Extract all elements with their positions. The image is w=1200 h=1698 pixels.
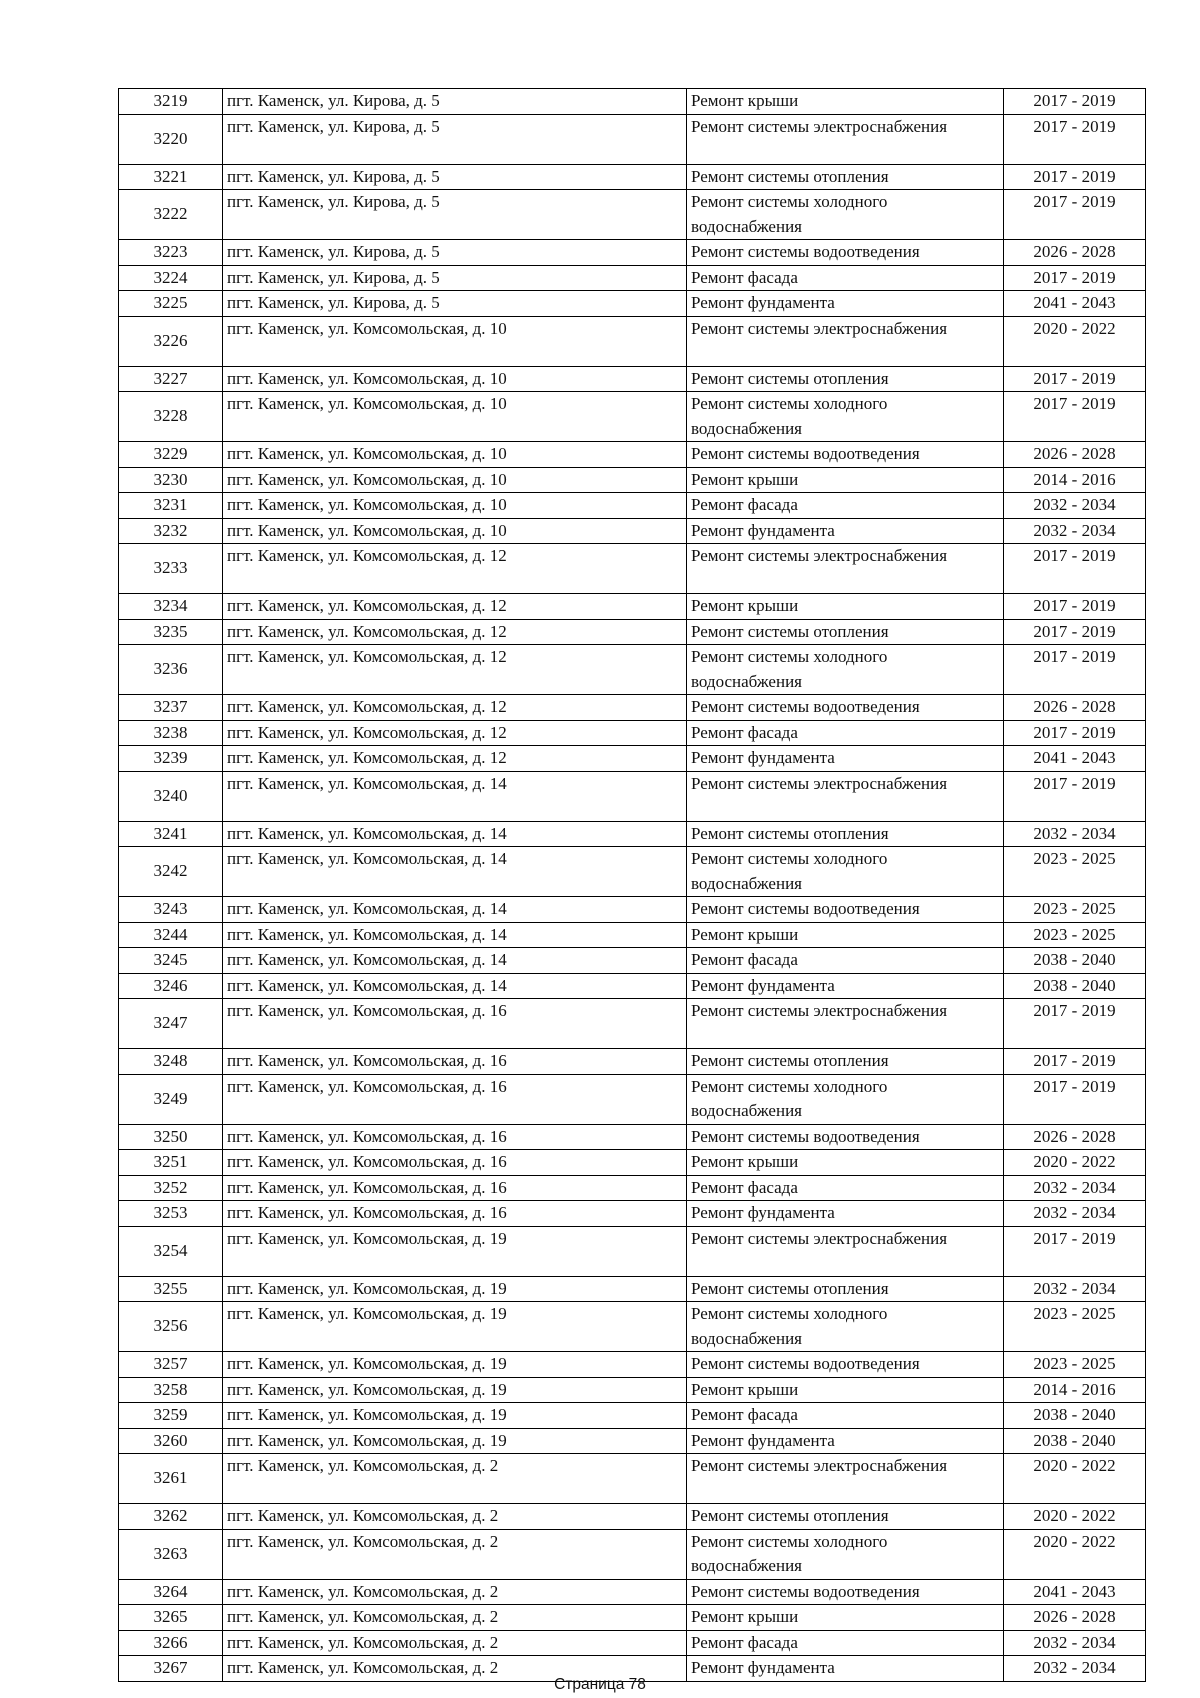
work-type-cell: Ремонт системы отопления (687, 164, 1004, 190)
address-cell: пгт. Каменск, ул. Комсомольская, д. 14 (223, 948, 687, 974)
table-row (119, 1124, 1146, 1150)
table-row (119, 999, 1146, 1049)
period-cell: 2026 - 2028 (1004, 1605, 1146, 1631)
address-cell: пгт. Каменск, ул. Комсомольская, д. 2 (223, 1529, 687, 1579)
row-number-cell: 3220 (119, 114, 223, 164)
row-number-cell: 3237 (119, 695, 223, 721)
address-cell: пгт. Каменск, ул. Комсомольская, д. 12 (223, 594, 687, 620)
period-cell: 2032 - 2034 (1004, 1276, 1146, 1302)
address-cell: пгт. Каменск, ул. Комсомольская, д. 12 (223, 645, 687, 695)
work-type-cell: Ремонт крыши (687, 1150, 1004, 1176)
work-type-cell: Ремонт фундамента (687, 291, 1004, 317)
period-cell: 2026 - 2028 (1004, 695, 1146, 721)
table-row (119, 1605, 1146, 1631)
period-cell: 2017 - 2019 (1004, 89, 1146, 115)
row-number-cell: 3250 (119, 1124, 223, 1150)
period-cell: 2032 - 2034 (1004, 1175, 1146, 1201)
row-number-cell: 3247 (119, 999, 223, 1049)
page-footer (0, 1676, 1200, 1694)
address-cell: пгт. Каменск, ул. Комсомольская, д. 12 (223, 695, 687, 721)
period-cell: 2017 - 2019 (1004, 999, 1146, 1049)
period-cell: 2023 - 2025 (1004, 847, 1146, 897)
row-number-cell: 3251 (119, 1150, 223, 1176)
work-type-cell: Ремонт системы холодного водоснабжения (687, 1302, 1004, 1352)
row-number-cell: 3229 (119, 442, 223, 468)
work-type-cell: Ремонт системы холодного водоснабжения (687, 645, 1004, 695)
row-number-cell: 3224 (119, 265, 223, 291)
work-type-cell: Ремонт фундамента (687, 518, 1004, 544)
table-row (119, 366, 1146, 392)
address-cell: пгт. Каменск, ул. Комсомольская, д. 10 (223, 366, 687, 392)
address-cell: пгт. Каменск, ул. Комсомольская, д. 16 (223, 1124, 687, 1150)
work-type-cell: Ремонт системы водоотведения (687, 897, 1004, 923)
work-type-cell: Ремонт системы отопления (687, 821, 1004, 847)
period-cell: 2017 - 2019 (1004, 114, 1146, 164)
work-type-cell: Ремонт фасада (687, 720, 1004, 746)
table-row (119, 544, 1146, 594)
address-cell: пгт. Каменск, ул. Комсомольская, д. 12 (223, 746, 687, 772)
period-cell: 2023 - 2025 (1004, 1352, 1146, 1378)
row-number-cell: 3227 (119, 366, 223, 392)
period-cell: 2017 - 2019 (1004, 544, 1146, 594)
period-cell: 2026 - 2028 (1004, 442, 1146, 468)
address-cell: пгт. Каменск, ул. Комсомольская, д. 2 (223, 1630, 687, 1656)
period-cell: 2017 - 2019 (1004, 1226, 1146, 1276)
period-cell: 2017 - 2019 (1004, 720, 1146, 746)
table-row (119, 190, 1146, 240)
work-type-cell: Ремонт фасада (687, 265, 1004, 291)
table-row (119, 594, 1146, 620)
period-cell: 2020 - 2022 (1004, 316, 1146, 366)
work-type-cell: Ремонт крыши (687, 89, 1004, 115)
address-cell: пгт. Каменск, ул. Кирова, д. 5 (223, 291, 687, 317)
table-row (119, 1302, 1146, 1352)
work-type-cell: Ремонт системы холодного водоснабжения (687, 847, 1004, 897)
table-row (119, 1403, 1146, 1429)
work-type-cell: Ремонт системы отопления (687, 1276, 1004, 1302)
address-cell: пгт. Каменск, ул. Комсомольская, д. 2 (223, 1454, 687, 1504)
work-type-cell: Ремонт фундамента (687, 1201, 1004, 1227)
period-cell: 2014 - 2016 (1004, 1377, 1146, 1403)
row-number-cell: 3252 (119, 1175, 223, 1201)
row-number-cell: 3236 (119, 645, 223, 695)
period-cell: 2038 - 2040 (1004, 973, 1146, 999)
address-cell: пгт. Каменск, ул. Комсомольская, д. 19 (223, 1428, 687, 1454)
row-number-cell: 3260 (119, 1428, 223, 1454)
table-row (119, 114, 1146, 164)
table-row (119, 720, 1146, 746)
table-row (119, 1276, 1146, 1302)
table-row (119, 973, 1146, 999)
table-row (119, 619, 1146, 645)
period-cell: 2032 - 2034 (1004, 821, 1146, 847)
work-type-cell: Ремонт системы водоотведения (687, 1352, 1004, 1378)
address-cell: пгт. Каменск, ул. Кирова, д. 5 (223, 265, 687, 291)
table-row (119, 518, 1146, 544)
work-type-cell: Ремонт системы холодного водоснабжения (687, 1529, 1004, 1579)
work-type-cell: Ремонт фундамента (687, 746, 1004, 772)
table-row (119, 316, 1146, 366)
table-row (119, 746, 1146, 772)
address-cell: пгт. Каменск, ул. Комсомольская, д. 14 (223, 771, 687, 821)
work-type-cell: Ремонт системы электроснабжения (687, 1226, 1004, 1276)
period-cell: 2017 - 2019 (1004, 1049, 1146, 1075)
work-type-cell: Ремонт фундамента (687, 1656, 1004, 1682)
table-row (119, 1428, 1146, 1454)
table-row (119, 645, 1146, 695)
row-number-cell: 3259 (119, 1403, 223, 1429)
row-number-cell: 3242 (119, 847, 223, 897)
work-type-cell: Ремонт фасада (687, 1175, 1004, 1201)
row-number-cell: 3244 (119, 922, 223, 948)
table-row (119, 1049, 1146, 1075)
table-row (119, 821, 1146, 847)
address-cell: пгт. Каменск, ул. Комсомольская, д. 10 (223, 392, 687, 442)
address-cell: пгт. Каменск, ул. Комсомольская, д. 2 (223, 1504, 687, 1530)
row-number-cell: 3266 (119, 1630, 223, 1656)
row-number-cell: 3248 (119, 1049, 223, 1075)
address-cell: пгт. Каменск, ул. Кирова, д. 5 (223, 89, 687, 115)
table-row (119, 1630, 1146, 1656)
row-number-cell: 3262 (119, 1504, 223, 1530)
table-row (119, 265, 1146, 291)
row-number-cell: 3231 (119, 493, 223, 519)
work-type-cell: Ремонт крыши (687, 1377, 1004, 1403)
address-cell: пгт. Каменск, ул. Комсомольская, д. 16 (223, 1201, 687, 1227)
address-cell: пгт. Каменск, ул. Комсомольская, д. 16 (223, 999, 687, 1049)
address-cell: пгт. Каменск, ул. Комсомольская, д. 2 (223, 1579, 687, 1605)
row-number-cell: 3239 (119, 746, 223, 772)
period-cell: 2020 - 2022 (1004, 1504, 1146, 1530)
row-number-cell: 3225 (119, 291, 223, 317)
period-cell: 2041 - 2043 (1004, 746, 1146, 772)
document-sheet (118, 88, 1145, 1682)
row-number-cell: 3243 (119, 897, 223, 923)
row-number-cell: 3265 (119, 1605, 223, 1631)
work-type-cell: Ремонт крыши (687, 1605, 1004, 1631)
table-row (119, 240, 1146, 266)
work-type-cell: Ремонт крыши (687, 594, 1004, 620)
address-cell: пгт. Каменск, ул. Комсомольская, д. 19 (223, 1302, 687, 1352)
period-cell: 2017 - 2019 (1004, 190, 1146, 240)
row-number-cell: 3233 (119, 544, 223, 594)
table-row (119, 1150, 1146, 1176)
row-number-cell: 3222 (119, 190, 223, 240)
period-cell: 2017 - 2019 (1004, 164, 1146, 190)
row-number-cell: 3249 (119, 1074, 223, 1124)
address-cell: пгт. Каменск, ул. Комсомольская, д. 12 (223, 720, 687, 746)
period-cell: 2017 - 2019 (1004, 771, 1146, 821)
work-type-cell: Ремонт системы электроснабжения (687, 114, 1004, 164)
address-cell: пгт. Каменск, ул. Комсомольская, д. 19 (223, 1352, 687, 1378)
page-number-label: Страница 78 (554, 1676, 646, 1693)
work-type-cell: Ремонт системы водоотведения (687, 695, 1004, 721)
address-cell: пгт. Каменск, ул. Комсомольская, д. 10 (223, 442, 687, 468)
address-cell: пгт. Каменск, ул. Комсомольская, д. 19 (223, 1377, 687, 1403)
address-cell: пгт. Каменск, ул. Комсомольская, д. 10 (223, 316, 687, 366)
repair-schedule-table (118, 88, 1146, 1682)
address-cell: пгт. Каменск, ул. Комсомольская, д. 16 (223, 1175, 687, 1201)
table-row (119, 1504, 1146, 1530)
address-cell: пгт. Каменск, ул. Комсомольская, д. 2 (223, 1656, 687, 1682)
work-type-cell: Ремонт системы электроснабжения (687, 316, 1004, 366)
address-cell: пгт. Каменск, ул. Кирова, д. 5 (223, 164, 687, 190)
table-row (119, 948, 1146, 974)
table-row (119, 1201, 1146, 1227)
table-row (119, 89, 1146, 115)
period-cell: 2020 - 2022 (1004, 1454, 1146, 1504)
address-cell: пгт. Каменск, ул. Комсомольская, д. 14 (223, 922, 687, 948)
table-row (119, 897, 1146, 923)
row-number-cell: 3241 (119, 821, 223, 847)
row-number-cell: 3246 (119, 973, 223, 999)
period-cell: 2017 - 2019 (1004, 645, 1146, 695)
period-cell: 2014 - 2016 (1004, 467, 1146, 493)
work-type-cell: Ремонт системы отопления (687, 619, 1004, 645)
address-cell: пгт. Каменск, ул. Кирова, д. 5 (223, 190, 687, 240)
row-number-cell: 3263 (119, 1529, 223, 1579)
address-cell: пгт. Каменск, ул. Комсомольская, д. 10 (223, 518, 687, 544)
table-body (119, 89, 1146, 1682)
table-row (119, 1454, 1146, 1504)
row-number-cell: 3223 (119, 240, 223, 266)
row-number-cell: 3221 (119, 164, 223, 190)
table-row (119, 164, 1146, 190)
row-number-cell: 3232 (119, 518, 223, 544)
address-cell: пгт. Каменск, ул. Комсомольская, д. 10 (223, 493, 687, 519)
period-cell: 2017 - 2019 (1004, 619, 1146, 645)
address-cell: пгт. Каменск, ул. Комсомольская, д. 19 (223, 1226, 687, 1276)
row-number-cell: 3228 (119, 392, 223, 442)
table-row (119, 771, 1146, 821)
period-cell: 2023 - 2025 (1004, 1302, 1146, 1352)
address-cell: пгт. Каменск, ул. Комсомольская, д. 14 (223, 821, 687, 847)
address-cell: пгт. Каменск, ул. Комсомольская, д. 19 (223, 1403, 687, 1429)
table-row (119, 847, 1146, 897)
table-row (119, 1377, 1146, 1403)
address-cell: пгт. Каменск, ул. Кирова, д. 5 (223, 240, 687, 266)
period-cell: 2032 - 2034 (1004, 1630, 1146, 1656)
period-cell: 2020 - 2022 (1004, 1529, 1146, 1579)
work-type-cell: Ремонт системы водоотведения (687, 442, 1004, 468)
row-number-cell: 3261 (119, 1454, 223, 1504)
table-row (119, 1074, 1146, 1124)
period-cell: 2038 - 2040 (1004, 948, 1146, 974)
work-type-cell: Ремонт фасада (687, 493, 1004, 519)
row-number-cell: 3238 (119, 720, 223, 746)
work-type-cell: Ремонт фасада (687, 1403, 1004, 1429)
address-cell: пгт. Каменск, ул. Комсомольская, д. 14 (223, 973, 687, 999)
row-number-cell: 3256 (119, 1302, 223, 1352)
work-type-cell: Ремонт системы электроснабжения (687, 999, 1004, 1049)
table-row (119, 291, 1146, 317)
row-number-cell: 3226 (119, 316, 223, 366)
work-type-cell: Ремонт системы холодного водоснабжения (687, 392, 1004, 442)
address-cell: пгт. Каменск, ул. Комсомольская, д. 19 (223, 1276, 687, 1302)
table-row (119, 1175, 1146, 1201)
period-cell: 2017 - 2019 (1004, 1074, 1146, 1124)
work-type-cell: Ремонт системы холодного водоснабжения (687, 190, 1004, 240)
work-type-cell: Ремонт системы отопления (687, 1504, 1004, 1530)
period-cell: 2041 - 2043 (1004, 291, 1146, 317)
work-type-cell: Ремонт системы отопления (687, 1049, 1004, 1075)
address-cell: пгт. Каменск, ул. Комсомольская, д. 14 (223, 897, 687, 923)
row-number-cell: 3258 (119, 1377, 223, 1403)
work-type-cell: Ремонт фасада (687, 948, 1004, 974)
period-cell: 2023 - 2025 (1004, 897, 1146, 923)
work-type-cell: Ремонт крыши (687, 922, 1004, 948)
period-cell: 2020 - 2022 (1004, 1150, 1146, 1176)
row-number-cell: 3257 (119, 1352, 223, 1378)
period-cell: 2032 - 2034 (1004, 1201, 1146, 1227)
work-type-cell: Ремонт системы водоотведения (687, 240, 1004, 266)
table-row (119, 442, 1146, 468)
row-number-cell: 3219 (119, 89, 223, 115)
period-cell: 2032 - 2034 (1004, 493, 1146, 519)
work-type-cell: Ремонт системы водоотведения (687, 1579, 1004, 1605)
table-row (119, 493, 1146, 519)
work-type-cell: Ремонт системы электроснабжения (687, 1454, 1004, 1504)
period-cell: 2026 - 2028 (1004, 240, 1146, 266)
table-row (119, 392, 1146, 442)
table-row (119, 1352, 1146, 1378)
address-cell: пгт. Каменск, ул. Комсомольская, д. 16 (223, 1049, 687, 1075)
period-cell: 2017 - 2019 (1004, 594, 1146, 620)
period-cell: 2038 - 2040 (1004, 1403, 1146, 1429)
row-number-cell: 3267 (119, 1656, 223, 1682)
work-type-cell: Ремонт крыши (687, 467, 1004, 493)
period-cell: 2032 - 2034 (1004, 518, 1146, 544)
period-cell: 2041 - 2043 (1004, 1579, 1146, 1605)
work-type-cell: Ремонт системы холодного водоснабжения (687, 1074, 1004, 1124)
row-number-cell: 3254 (119, 1226, 223, 1276)
work-type-cell: Ремонт системы электроснабжения (687, 544, 1004, 594)
work-type-cell: Ремонт системы отопления (687, 366, 1004, 392)
address-cell: пгт. Каменск, ул. Комсомольская, д. 10 (223, 467, 687, 493)
table-row (119, 922, 1146, 948)
address-cell: пгт. Каменск, ул. Комсомольская, д. 16 (223, 1150, 687, 1176)
address-cell: пгт. Каменск, ул. Комсомольская, д. 2 (223, 1605, 687, 1631)
period-cell: 2026 - 2028 (1004, 1124, 1146, 1150)
row-number-cell: 3230 (119, 467, 223, 493)
period-cell: 2017 - 2019 (1004, 366, 1146, 392)
row-number-cell: 3235 (119, 619, 223, 645)
period-cell: 2038 - 2040 (1004, 1428, 1146, 1454)
period-cell: 2023 - 2025 (1004, 922, 1146, 948)
work-type-cell: Ремонт фасада (687, 1630, 1004, 1656)
address-cell: пгт. Каменск, ул. Комсомольская, д. 16 (223, 1074, 687, 1124)
table-row (119, 1226, 1146, 1276)
address-cell: пгт. Каменск, ул. Кирова, д. 5 (223, 114, 687, 164)
row-number-cell: 3240 (119, 771, 223, 821)
row-number-cell: 3255 (119, 1276, 223, 1302)
work-type-cell: Ремонт системы электроснабжения (687, 771, 1004, 821)
row-number-cell: 3234 (119, 594, 223, 620)
period-cell: 2032 - 2034 (1004, 1656, 1146, 1682)
period-cell: 2017 - 2019 (1004, 392, 1146, 442)
address-cell: пгт. Каменск, ул. Комсомольская, д. 14 (223, 847, 687, 897)
row-number-cell: 3264 (119, 1579, 223, 1605)
table-row (119, 695, 1146, 721)
work-type-cell: Ремонт фундамента (687, 1428, 1004, 1454)
address-cell: пгт. Каменск, ул. Комсомольская, д. 12 (223, 619, 687, 645)
table-row (119, 467, 1146, 493)
table-row (119, 1529, 1146, 1579)
address-cell: пгт. Каменск, ул. Комсомольская, д. 12 (223, 544, 687, 594)
row-number-cell: 3245 (119, 948, 223, 974)
period-cell: 2017 - 2019 (1004, 265, 1146, 291)
work-type-cell: Ремонт системы водоотведения (687, 1124, 1004, 1150)
work-type-cell: Ремонт фундамента (687, 973, 1004, 999)
table-row (119, 1579, 1146, 1605)
row-number-cell: 3253 (119, 1201, 223, 1227)
